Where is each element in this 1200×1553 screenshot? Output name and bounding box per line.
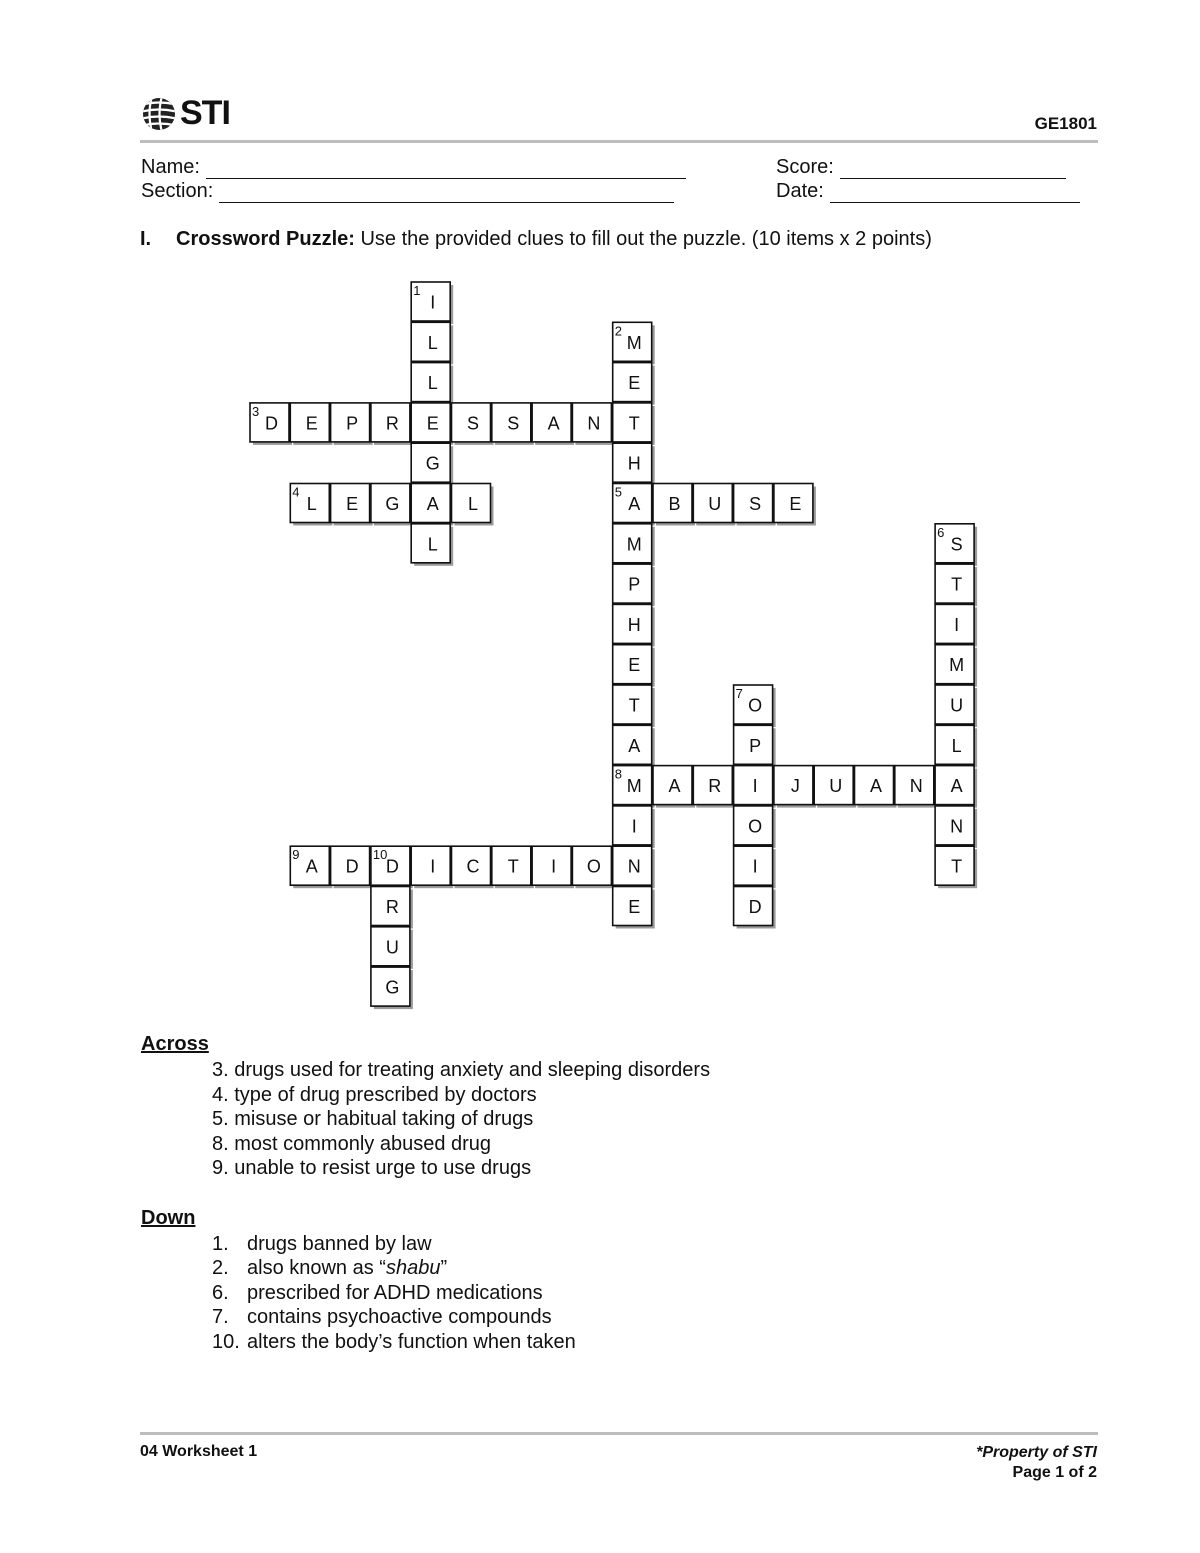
cell-letter: I — [752, 856, 758, 877]
down-heading: Down — [141, 1207, 196, 1229]
clue-text: drugs used for treating anxiety and sleeping disorders — [228, 1059, 711, 1081]
cell-letter: E — [789, 494, 802, 514]
cell-letter: U — [385, 937, 399, 958]
cell-letter: N — [950, 816, 964, 837]
clue-number: 9. — [212, 1157, 229, 1179]
cell-letter: S — [950, 534, 963, 555]
clue-number: 3. — [212, 1059, 229, 1081]
cell-letter: U — [708, 494, 722, 514]
score-label: Score: — [776, 156, 834, 178]
cell-letter: D — [748, 897, 762, 917]
section-title: Crossword Puzzle: — [176, 228, 355, 250]
across-clue — [212, 1107, 533, 1131]
clue-text: alters the body’s function when taken — [247, 1331, 576, 1353]
cell-letter: A — [426, 494, 439, 514]
cell-letter: H — [627, 614, 641, 635]
clue-number: 2. — [212, 1257, 229, 1279]
clue-number-marker: 3 — [252, 403, 260, 419]
cell-letter: M — [949, 655, 965, 676]
cell-letter: T — [507, 856, 519, 877]
cell-letter: L — [467, 494, 479, 514]
cell-letter: S — [466, 413, 480, 434]
cell-letter: C — [466, 856, 480, 877]
cell-letter: N — [587, 413, 601, 434]
cell-letter: N — [627, 856, 641, 877]
clue-text: misuse or habitual taking of drugs — [228, 1108, 534, 1130]
clue-number: 7. — [212, 1306, 229, 1328]
worksheet-label: 04 Worksheet 1 — [140, 1443, 258, 1460]
cell-letter: P — [749, 735, 762, 756]
cell-letter: R — [385, 413, 399, 434]
cell-letter: I — [954, 614, 960, 635]
cell-letter: E — [628, 897, 641, 917]
clue-text: also known as “shabu” — [247, 1257, 448, 1279]
across-clue — [212, 1083, 537, 1107]
cell-letter: I — [551, 856, 557, 877]
across-clue — [212, 1058, 710, 1082]
cell-letter: N — [909, 776, 923, 797]
cell-letter: P — [628, 574, 641, 595]
clue-text: contains psychoactive compounds — [247, 1306, 552, 1328]
clue-number: 6. — [212, 1282, 229, 1304]
clue-text: most commonly abused drug — [228, 1133, 492, 1155]
cell-letter: E — [628, 655, 641, 676]
cell-letter: A — [668, 776, 681, 797]
cell-letter: J — [790, 776, 800, 797]
clue-number-marker: 4 — [292, 484, 300, 500]
cell-letter: L — [427, 332, 438, 353]
cell-letter: I — [631, 816, 637, 837]
date-label: Date: — [776, 180, 824, 202]
clue-number: 5. — [212, 1108, 229, 1130]
cell-letter: B — [668, 494, 681, 514]
cell-letter: E — [346, 494, 359, 514]
page-number: Page 1 of 2 — [1012, 1464, 1097, 1481]
across-heading: Across — [141, 1033, 209, 1055]
across-clue — [212, 1156, 531, 1180]
cell-letter: M — [626, 534, 642, 555]
cell-letter: T — [628, 413, 640, 434]
logo-text: STI — [180, 94, 230, 132]
cell-letter: D — [265, 413, 278, 434]
cell-letter: E — [426, 413, 439, 434]
cell-letter: T — [951, 574, 963, 595]
cell-letter: I — [430, 856, 436, 877]
cell-letter: E — [628, 373, 641, 394]
property-notice: *Property of STI — [976, 1444, 1097, 1461]
cell-letter: S — [507, 413, 520, 434]
clue-text: drugs banned by law — [247, 1233, 432, 1255]
cell-letter: S — [749, 494, 762, 514]
cell-letter: A — [305, 856, 318, 877]
cell-letter: A — [869, 776, 883, 797]
cell-letter: U — [950, 695, 964, 716]
cell-letter: L — [427, 534, 438, 555]
cell-letter: U — [829, 776, 843, 797]
cell-letter: R — [385, 897, 399, 917]
cell-letter: G — [425, 453, 440, 474]
cell-letter: A — [547, 413, 560, 434]
cell-letter: M — [626, 332, 642, 353]
clue-number-marker: 7 — [735, 686, 743, 701]
cell-letter: D — [345, 856, 359, 877]
section-label: Section: — [141, 180, 214, 202]
cell-letter: L — [427, 373, 438, 394]
down-clue — [212, 1256, 447, 1280]
cell-letter: I — [752, 776, 758, 797]
clue-text: prescribed for ADHD medications — [247, 1282, 543, 1304]
clue-number-marker: 5 — [614, 484, 622, 500]
across-clue — [212, 1132, 491, 1156]
cell-letter: P — [346, 413, 359, 434]
course-code: GE1801 — [1034, 114, 1097, 133]
section-instructions: Use the provided clues to fill out the puzzle. (10 items x 2 points) — [354, 228, 932, 250]
section-number: I. — [140, 228, 152, 250]
cell-letter: R — [708, 776, 722, 797]
down-clue — [212, 1305, 552, 1329]
cell-letter: D — [385, 856, 399, 877]
clue-number: 4. — [212, 1084, 229, 1106]
clue-number: 10. — [212, 1331, 240, 1353]
cell-letter: E — [305, 413, 318, 434]
cell-letter: L — [306, 494, 317, 514]
cell-letter: I — [430, 292, 436, 313]
cell-letter: A — [950, 776, 963, 797]
cell-letter: A — [628, 494, 641, 514]
footer-divider — [140, 1432, 1098, 1435]
clue-number-marker: 8 — [614, 766, 622, 782]
cell-letter: L — [951, 735, 962, 756]
cell-letter: G — [385, 977, 400, 998]
down-clue — [212, 1330, 576, 1354]
down-clue — [212, 1232, 432, 1256]
cell-letter: O — [586, 856, 601, 877]
clue-number-marker: 2 — [614, 323, 622, 339]
cell-letter: H — [627, 453, 641, 474]
cell-letter: T — [951, 856, 963, 877]
cell-letter: T — [628, 695, 640, 716]
cell-letter: M — [626, 776, 642, 797]
clue-number-marker: 1 — [413, 283, 421, 298]
cell-letter: O — [748, 816, 763, 837]
cell-letter: O — [748, 695, 763, 716]
cell-letter: A — [628, 735, 641, 756]
clue-number: 1. — [212, 1233, 229, 1255]
clue-text: unable to resist urge to use drugs — [228, 1157, 532, 1179]
clue-number-marker: 10 — [372, 847, 388, 863]
name-label: Name: — [141, 156, 200, 178]
down-clue — [212, 1281, 543, 1305]
clue-number-marker: 9 — [292, 847, 300, 863]
clue-number: 8. — [212, 1133, 229, 1155]
clue-number-marker: 6 — [937, 524, 945, 540]
footer-info — [976, 1443, 1097, 1483]
cell-letter: G — [385, 494, 400, 514]
clue-text: type of drug prescribed by doctors — [228, 1084, 537, 1106]
